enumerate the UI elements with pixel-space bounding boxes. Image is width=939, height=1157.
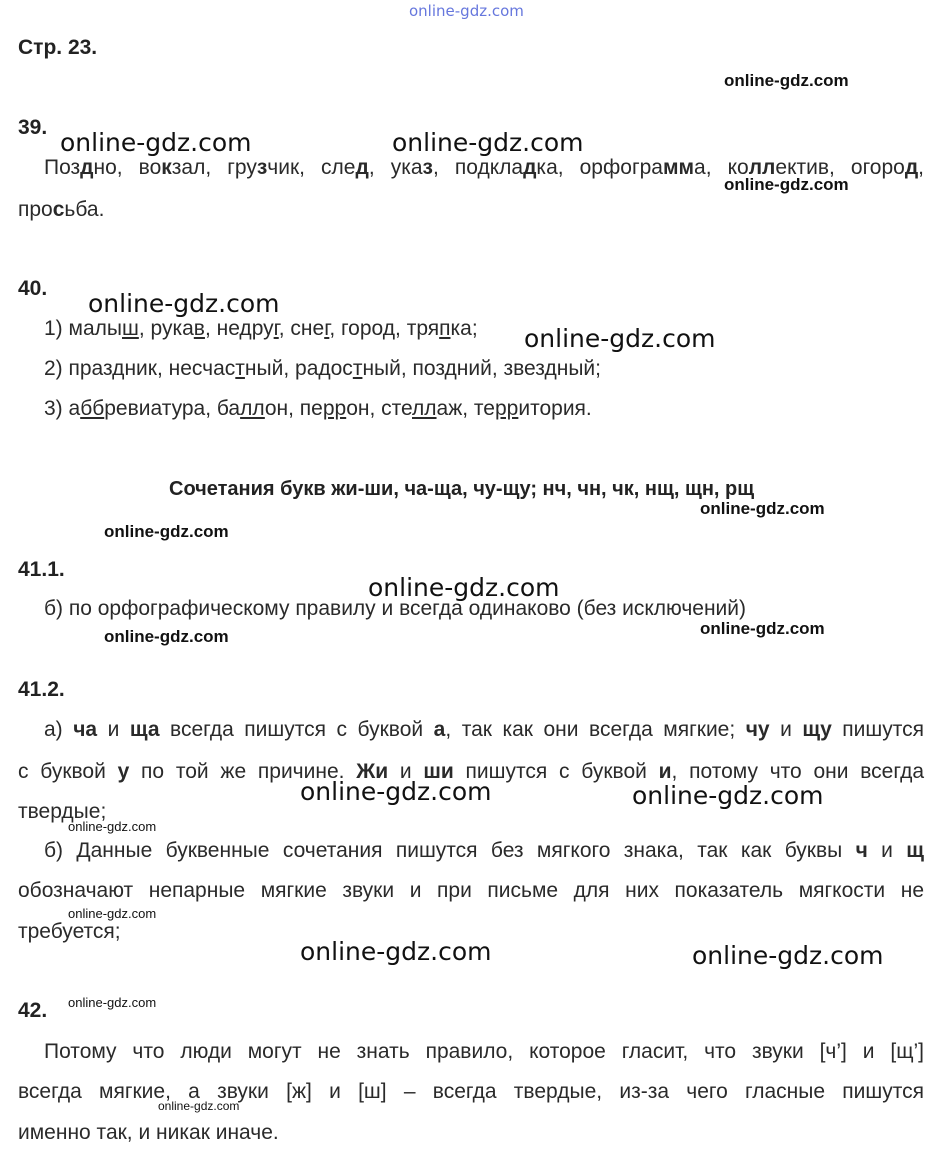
bold-letters: з bbox=[256, 156, 268, 179]
underlined-letters: в bbox=[193, 317, 205, 340]
bold-letters: мм bbox=[662, 156, 695, 179]
bold-letters: ча bbox=[73, 718, 98, 741]
text-segment: 3) а bbox=[44, 397, 81, 420]
bold-letters: лл bbox=[748, 156, 776, 179]
text-segment: итория. bbox=[518, 397, 592, 420]
underlined-letters: д bbox=[444, 357, 457, 380]
exercise-41-2-a-line-3: твердые; bbox=[18, 800, 107, 823]
text-segment: и bbox=[867, 839, 907, 862]
watermark: online-gdz.com bbox=[700, 499, 825, 518]
watermark: online-gdz.com bbox=[158, 1099, 240, 1113]
underlined-letters: бб bbox=[80, 397, 105, 420]
text-segment: , недру bbox=[204, 317, 274, 340]
text-segment: , рука bbox=[138, 317, 194, 340]
bold-letters: щу bbox=[802, 718, 832, 741]
exercise-42-line-2: всегда мягкие, а звуки [ж] и [ш] – всегда твердые, из-за чего гласные пишутся bbox=[18, 1080, 924, 1103]
text-segment: ний, звез bbox=[456, 357, 545, 380]
underlined-letters: рр bbox=[322, 397, 347, 420]
text-segment: , так как они всегда мягкие; bbox=[445, 718, 746, 741]
exercise-39-line-2 bbox=[18, 198, 104, 222]
watermark: online-gdz.com bbox=[60, 128, 252, 157]
exercise-41-2-number: 41.2. bbox=[18, 678, 65, 701]
bold-letters: и bbox=[658, 760, 672, 783]
underlined-letters: лл bbox=[240, 397, 265, 420]
text-segment: , сне bbox=[278, 317, 325, 340]
bold-letters: д bbox=[523, 156, 537, 179]
exercise-41-2-b-line-2: обозначают непарные мягкие звуки и при письме для них показатель мягкости не bbox=[18, 879, 924, 902]
watermark: online-gdz.com bbox=[300, 777, 492, 806]
underlined-letters: рр bbox=[495, 397, 519, 420]
underlined-letters: д bbox=[544, 357, 557, 380]
text-segment: Поз bbox=[44, 156, 81, 179]
underlined-letters: д bbox=[382, 317, 396, 340]
page-label: Стр. 23. bbox=[18, 36, 98, 59]
text-segment: , bbox=[918, 156, 924, 179]
text-segment: ник, несчас bbox=[124, 357, 236, 380]
text-segment: ный, радос bbox=[244, 357, 353, 380]
text-segment: б) Данные буквенные сочетания пишутся без мягкого знака, так как буквы bbox=[44, 839, 856, 862]
underlined-letters: г bbox=[273, 317, 279, 340]
exercise-40-item-3 bbox=[44, 397, 592, 421]
bold-letters: Жи bbox=[356, 760, 389, 783]
text-segment: всегда пишутся с буквой bbox=[159, 718, 434, 741]
underlined-letters: т bbox=[352, 357, 363, 380]
text-segment: про bbox=[18, 198, 53, 221]
exercise-42-line-1: Потому что люди могут не знать правило, которое гласит, что звуки [ч’] и [щ’] bbox=[44, 1040, 924, 1063]
bold-letters: д bbox=[904, 156, 919, 179]
text-segment: ный, поз bbox=[362, 357, 445, 380]
text-segment: 1) малы bbox=[44, 317, 122, 340]
watermark: online-gdz.com bbox=[524, 324, 716, 353]
bold-letters: у bbox=[117, 760, 130, 783]
text-segment: а) bbox=[44, 718, 74, 741]
text-segment: и bbox=[388, 760, 424, 783]
text-segment: аж, те bbox=[436, 397, 495, 420]
text-segment: и bbox=[769, 718, 803, 741]
watermark: online-gdz.com bbox=[632, 781, 824, 810]
exercise-42-line-3: именно так, и никак иначе. bbox=[18, 1121, 279, 1144]
bold-letters: д bbox=[355, 156, 369, 179]
text-segment: 2) праз bbox=[44, 357, 113, 380]
watermark: online-gdz.com bbox=[300, 937, 492, 966]
underlined-letters: г bbox=[324, 317, 330, 340]
top-watermark: online-gdz.com bbox=[409, 2, 524, 20]
bold-letters: ч bbox=[855, 839, 868, 862]
text-segment: ка, орфогра bbox=[536, 156, 663, 179]
text-segment: , ука bbox=[368, 156, 423, 179]
watermark: online-gdz.com bbox=[68, 995, 157, 1010]
bold-letters: а bbox=[433, 718, 446, 741]
bold-letters: к bbox=[161, 156, 172, 179]
text-segment: с буквой bbox=[18, 760, 118, 783]
text-segment: ный; bbox=[556, 357, 601, 380]
text-segment: чик, сле bbox=[267, 156, 356, 179]
watermark: online-gdz.com bbox=[392, 128, 584, 157]
exercise-41-1-number: 41.1. bbox=[18, 558, 65, 581]
bold-letters: з bbox=[422, 156, 433, 179]
text-segment: он, сте bbox=[346, 397, 413, 420]
watermark: online-gdz.com bbox=[724, 71, 849, 90]
text-segment: он, пе bbox=[264, 397, 323, 420]
underlined-letters: ш bbox=[121, 317, 139, 340]
text-segment: , подкла bbox=[432, 156, 524, 179]
underlined-letters: т bbox=[235, 357, 245, 380]
exercise-41-2-b-line-1 bbox=[44, 839, 924, 863]
text-segment: по той же причине. bbox=[129, 760, 357, 783]
text-segment: , тря bbox=[395, 317, 440, 340]
text-segment: ревиатура, ба bbox=[104, 397, 241, 420]
exercise-41-2-b-line-3: требуется; bbox=[18, 920, 121, 943]
exercise-41-1-answer: б) по орфографическому правилу и всегда одинаково (без исключений) bbox=[44, 597, 747, 620]
watermark: online-gdz.com bbox=[104, 627, 229, 646]
underlined-letters: лл bbox=[412, 397, 437, 420]
watermark: online-gdz.com bbox=[88, 289, 280, 318]
text-segment: , потому что они всегда bbox=[671, 760, 924, 783]
exercise-40-number: 40. bbox=[18, 277, 48, 300]
text-segment: ьба. bbox=[64, 198, 105, 221]
bold-letters: д bbox=[80, 156, 94, 179]
watermark: online-gdz.com bbox=[104, 522, 229, 541]
watermark: online-gdz.com bbox=[68, 906, 157, 921]
text-segment: пишутся с буквой bbox=[453, 760, 659, 783]
exercise-40-item-1 bbox=[44, 317, 478, 341]
watermark: online-gdz.com bbox=[368, 573, 560, 602]
bold-letters: ши bbox=[423, 760, 454, 783]
underlined-letters: п bbox=[439, 317, 451, 340]
text-segment: но, во bbox=[93, 156, 162, 179]
text-segment: и bbox=[97, 718, 130, 741]
text-segment: ка; bbox=[450, 317, 478, 340]
bold-letters: щ bbox=[906, 839, 924, 862]
watermark: online-gdz.com bbox=[692, 941, 884, 970]
exercise-40-item-2 bbox=[44, 357, 601, 381]
section-heading: Сочетания букв жи-ши, ча-ща, чу-щу; нч, чн, чк, нщ, щн, рщ bbox=[169, 478, 755, 500]
text-segment: а, ко bbox=[694, 156, 749, 179]
text-segment: , горо bbox=[329, 317, 383, 340]
bold-letters: с bbox=[52, 198, 65, 221]
text-segment: зал, гру bbox=[171, 156, 257, 179]
text-segment: пишутся bbox=[831, 718, 925, 741]
bold-letters: чу bbox=[745, 718, 770, 741]
underlined-letters: д bbox=[112, 357, 125, 380]
exercise-39-number: 39. bbox=[18, 116, 48, 139]
watermark: online-gdz.com bbox=[724, 175, 849, 194]
exercise-41-2-a-line-1 bbox=[44, 718, 924, 742]
watermark: online-gdz.com bbox=[68, 819, 157, 834]
exercise-42-number: 42. bbox=[18, 999, 48, 1022]
bold-letters: ща bbox=[129, 718, 160, 741]
watermark: online-gdz.com bbox=[700, 619, 825, 638]
text-segment: ектив, огоро bbox=[775, 156, 905, 179]
